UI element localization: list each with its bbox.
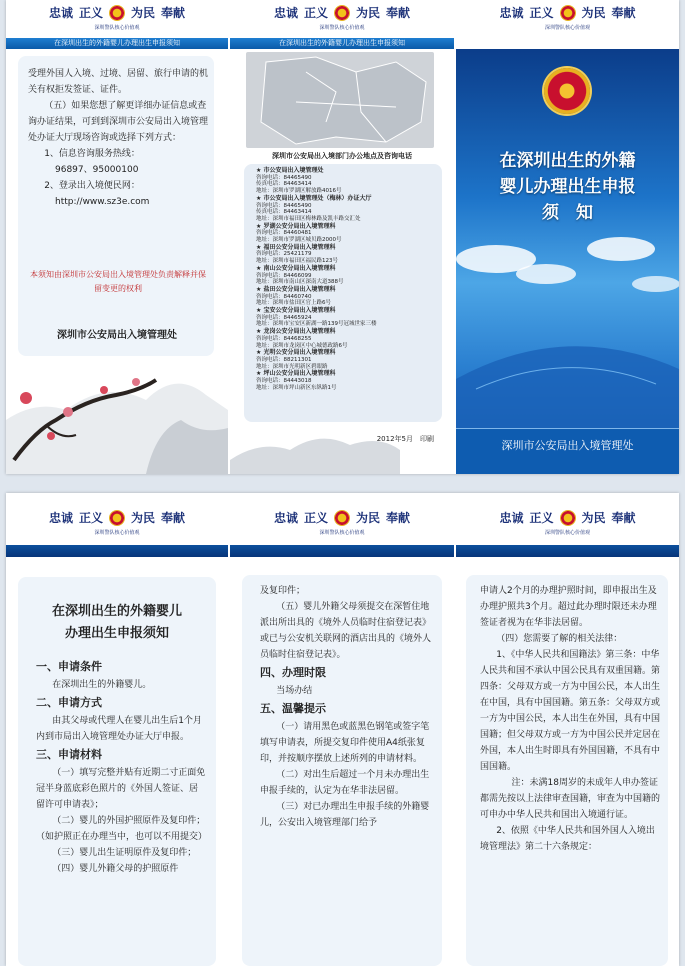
brochure-outer-sheet (6, 0, 679, 474)
office-item: ★ 福田公安分局出入境管理科 咨询电话：25421179 地址：深圳市福田区福民路123号 (256, 243, 338, 265)
heading-method: 二、申请方式 (36, 696, 102, 709)
method-text: 由其父母或代理人在婴儿出生后1个月内到市局出入境管理处办证大厅申报。 (36, 716, 202, 742)
motto-header (230, 505, 454, 543)
notice-body (480, 583, 660, 855)
material-1: （一）填写完整并贴有近期二寸正面免冠半身蓝底彩色照片的《外国人签证、居留许可申请表》； (36, 768, 206, 810)
core-values-label: 深圳警队核心价值观 (544, 530, 590, 536)
cover-title-line1: 在深圳出生的外籍 (499, 151, 636, 171)
motto-header (456, 505, 679, 543)
motto-people: 为民 (356, 6, 381, 20)
cover-panel (456, 0, 679, 474)
dept-name: 深圳市公安局出入境管理处 (57, 330, 177, 341)
office-item: ★ 坪山公安分局出入境管理科 咨询电话：84443018 地址：深圳市坪山新区东纵路1号 (256, 370, 337, 391)
disclaimer-note: 本须知由深圳市公安局出入境管理处负责解释并保留变更的权利 (30, 270, 206, 293)
motto-people: 为民 (581, 511, 606, 525)
title-band: 在深圳出生的外籍婴儿办理出生申报须知 (6, 38, 228, 49)
motto-loyalty: 忠诚 (499, 6, 524, 20)
motto-dedication: 奉献 (161, 511, 186, 525)
core-values-label: 深圳警队核心价值观 (94, 530, 140, 536)
office-item: ★ 南山公安分局出入境管理科 咨询电话：84466099 地址：深圳市南山区深南大道388号 (256, 264, 344, 286)
motto-justice: 正义 (303, 511, 328, 525)
conditions-text: 在深圳出生的外籍婴儿。 (52, 680, 152, 690)
motto-loyalty: 忠诚 (499, 511, 524, 525)
plum-blossom-ink-painting (6, 340, 228, 474)
core-values-label: 深圳警队核心价值观 (319, 530, 365, 536)
entry-exit-law: 2、依照《中华人民共和国外国人入境出境管理法》第二十六条规定： (480, 826, 655, 852)
tip-2: （二）对出生后超过一个月未办理出生申报手续的，认定为在华非法居留。 (260, 770, 430, 796)
nationality-law: 1、《中华人民共和国籍法》第三条：中华人民共和国不承认中国公民具有双重国籍。第四条：父母双方或一方为中国公民，本人出生在中国，具有中国国籍。第五条：父母双方或一方为中国公民，本人出生在外国，具有中国国籍；但父母双方或一方为中国公民并定居在外国，本人出生时即具有外国国籍，不具有中国国籍。 (480, 650, 661, 772)
police-badge-icon (560, 510, 576, 526)
hotline-number: 96897、95000100 (55, 165, 139, 175)
heading-materials: 三、申请材料 (36, 748, 102, 761)
tip-3-cont: 申请人2个月的办理护照时间，即申报出生及办理护照共3个月。超过此办理时限还未办理签证者视为在华非法居留。 (480, 586, 657, 628)
print-date: 2012年5月 印刷 (376, 435, 434, 443)
heading-time-limit: 四、办理时限 (260, 666, 326, 679)
outer-left-panel (6, 0, 228, 474)
police-badge-icon (109, 510, 125, 526)
item5-text: （五）如果您想了解更详细办证信息或查询办证结果，可到到深圳市公安局出入境管理处办证大厅现场咨询或选择下列方式： (28, 101, 209, 143)
office-item: ★ 罗湖公安分局出入境管理科 咨询电话：84460481 地址：深圳市罗湖区城贝路2000号 (256, 222, 342, 244)
intro-text: 受理外国人入境、过境、居留、旅行申请的机关有权拒发签证、证件。 (28, 69, 209, 95)
outer-middle-panel (230, 0, 454, 474)
mountain-ink-painting (230, 420, 454, 474)
title-band: 在深圳出生的外籍婴儿办理出生申报须知 (230, 38, 454, 49)
motto-dedication: 奉献 (386, 511, 411, 525)
heading-tips: 五、温馨提示 (260, 702, 326, 715)
motto-justice: 正义 (78, 6, 103, 20)
motto-dedication: 奉献 (386, 6, 411, 20)
motto-justice: 正义 (529, 511, 554, 525)
office-item: ★ 市公安局出入境管理处（梅林）办证大厅 咨询电话：84465490 传真电话：84463414 地址：深圳市福田区梅林路及凯丰路交汇处 (256, 194, 372, 222)
inner-right-panel (456, 493, 679, 966)
motto-people: 为民 (581, 6, 606, 20)
material-4: （四）婴儿外籍父母的护照原件 (52, 864, 179, 874)
office-item: ★ 宝安公安分局出入境管理科 咨询电话：84465924 地址：深圳市宝安区新湖一路139号冠城世家三楼 (256, 307, 377, 328)
material-3: （三）婴儿出生证明原件及复印件； (52, 848, 197, 858)
motto-header (456, 0, 679, 38)
notice-body (36, 657, 206, 877)
police-badge-icon (109, 5, 125, 21)
core-values-label: 深圳警队核心价值观 (319, 25, 365, 31)
title-band (230, 545, 454, 557)
tip-1: （一）请用黑色或蓝黑色钢笔或签字笔填写申请表，所提交复印件使用A4纸张复印，并按顺序摆放上述所列的申请材料。 (260, 722, 430, 764)
motto-header (6, 0, 228, 38)
website-label: 2、登录出入境便民网： (44, 181, 140, 191)
website-link[interactable]: http://www.sz3e.com (55, 197, 150, 207)
motto-justice: 正义 (529, 6, 554, 20)
notice-title-line2: 办理出生申报须知 (64, 626, 169, 641)
motto-loyalty: 忠诚 (48, 511, 73, 525)
map-caption: 深圳市公安局出入境部门办公地点及咨询电话 (272, 152, 412, 160)
office-list (256, 168, 436, 392)
core-values-label: 深圳警队核心价值观 (94, 25, 140, 31)
left-panel-text (28, 66, 208, 210)
brochure-inner-sheet (6, 493, 679, 966)
minor-note: 注：未满18周岁的未成年人申办签证都需先按以上法律审查国籍，审查为中国籍的可申办中华人民共和国出入境通行证。 (480, 778, 661, 820)
office-item: ★ 盐田公安分局出入境管理科 咨询电话：84460740 地址：深圳市盐田区官上路6号 (256, 285, 336, 307)
title-band (6, 545, 228, 557)
motto-dedication: 奉献 (611, 511, 636, 525)
material-2: （二）婴儿的外国护照原件及复印件；（如护照正在办理当中，也可以不用提交） (36, 816, 208, 842)
motto-justice: 正义 (303, 6, 328, 20)
police-badge-icon (334, 5, 350, 21)
core-values-label: 深圳警队核心价值观 (544, 25, 590, 31)
notice-title-line1: 在深圳出生的外籍婴儿 (51, 604, 182, 619)
motto-loyalty: 忠诚 (273, 6, 298, 20)
cover-title-line3: 须 知 (542, 203, 593, 223)
title-band (456, 545, 679, 557)
tip-4: （四）您需要了解的相关法律： (496, 634, 623, 644)
office-item: ★ 龙岗公安分局出入境管理科 咨询电话：84468255 地址：深圳市龙岗区中心城德政路6号 (256, 328, 348, 349)
motto-header (6, 505, 228, 543)
motto-dedication: 奉献 (161, 6, 186, 20)
heading-conditions: 一、申请条件 (36, 660, 102, 673)
motto-dedication: 奉献 (611, 6, 636, 20)
office-item: ★ 光明公安分局出入境管理科 咨询电话：88211301 地址：深圳市光明新区碧眼路 (256, 349, 336, 370)
motto-people: 为民 (131, 511, 156, 525)
police-badge-icon (334, 510, 350, 526)
motto-people: 为民 (356, 511, 381, 525)
office-item: ★ 市公安局出入境管理处 咨询电话：84465490 传真电话：84463414 地址：深圳市罗湖区解放路4016号 (256, 167, 342, 195)
national-emblem-icon (544, 68, 590, 114)
hotline-label: 1、信息咨询服务热线： (44, 149, 140, 159)
motto-header (230, 0, 454, 38)
notice-body (260, 583, 436, 831)
inner-middle-panel (230, 493, 454, 966)
motto-justice: 正义 (78, 511, 103, 525)
motto-people: 为民 (131, 6, 156, 20)
police-badge-icon (560, 5, 576, 21)
inner-left-panel (6, 493, 228, 966)
material-4-cont: 及复印件； (260, 586, 306, 596)
cover-footer-dept: 深圳市公安局出入境管理处 (456, 428, 679, 474)
map-shape-icon (246, 52, 434, 148)
time-limit-text: 当场办结 (276, 686, 313, 696)
shenzhen-district-map (246, 52, 434, 148)
material-5: （五）婴儿外籍父母须提交在深暂住地派出所出具的《境外人员临时住宿登记表》或已与公安机关联网的酒店出具的《境外人员临时住宿登记表》。 (260, 602, 432, 660)
tip-3: （三）对已办理出生申报手续的外籍婴儿，公安出入境管理部门给予 (260, 802, 430, 828)
motto-loyalty: 忠诚 (48, 6, 73, 20)
motto-loyalty: 忠诚 (273, 511, 298, 525)
cover-title-line2: 婴儿办理出生申报 (499, 177, 636, 197)
